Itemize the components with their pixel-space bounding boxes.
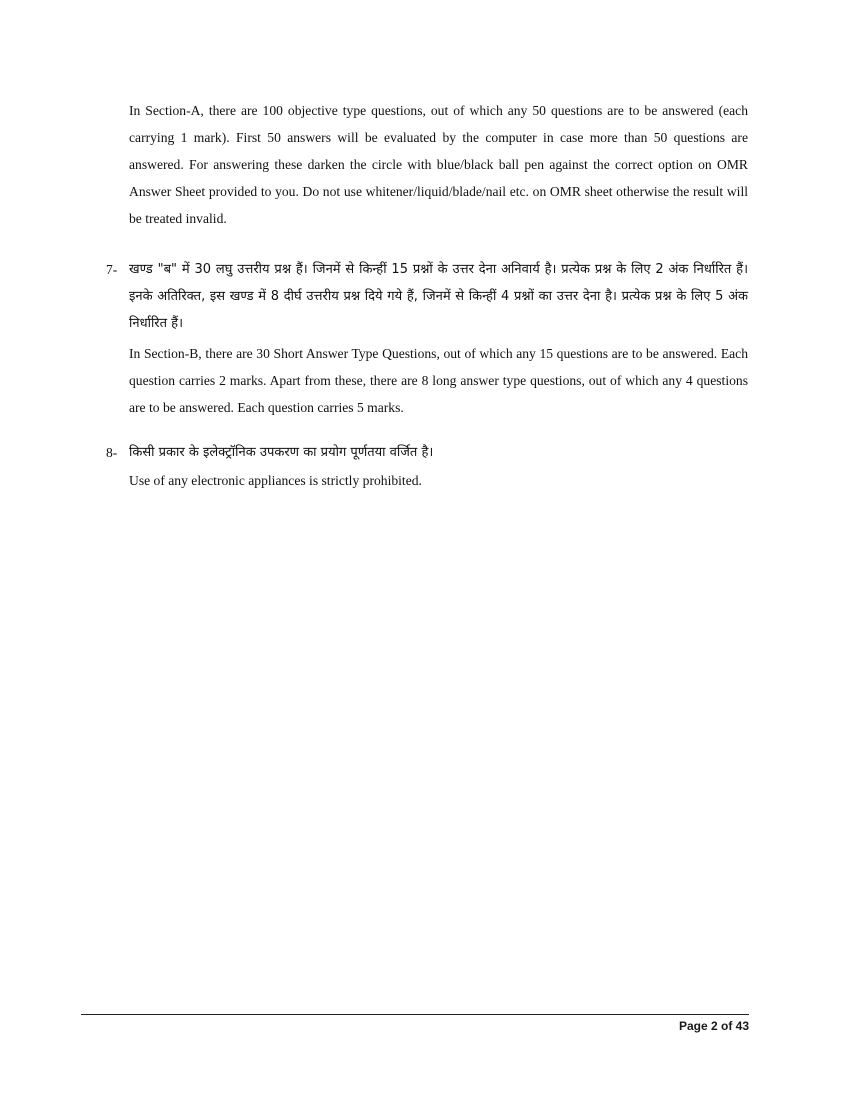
footer-divider bbox=[81, 1014, 749, 1015]
item-8-number: 8- bbox=[106, 445, 118, 460]
item-7-hindi-text: खण्ड "ब" में 30 लघु उत्तरीय प्रश्न हैं। जिनमें से किन्हीं 15 प्रश्नों के उत्तर देना अनिवार्य है। प्रत्येक प्रश्न के लिए 2 अंक निर्धारित हैं। इनके अतिरिक्त, इस खण्ड में 8 दीर्घ उत्तरीय प्रश्न दिये गये हैं, जिनमें से किन्हीं 4 प्रश्नों का उत्तर देना है। प्रत्येक प्रश्न के लिए 5 अंक निर्धारित हैं। bbox=[129, 262, 748, 331]
item-7-number: 7- bbox=[106, 262, 118, 277]
item-7-english-text: In Section-B, there are 30 Short Answer Type Questions, out of which any 15 questions are to be answered. Each question carries 2 marks. Apart from these, there are 8 long answer type questions, out of which any 4 questions are to be answered. Each question carries 5 marks. bbox=[129, 346, 748, 415]
section-a-english-text: In Section-A, there are 100 objective type questions, out of which any 50 questions are to be answered (each carrying 1 mark). First 50 answers will be evaluated by the computer in case more than 50 questions are answered. For answering these darken the circle with blue/black ball pen against the correct option on OMR Answer Sheet provided to you. Do not use whitener/liquid/blade/nail etc. on OMR sheet otherwise the result will be treated invalid. bbox=[129, 103, 748, 226]
item-8-hindi-text: किसी प्रकार के इलेक्ट्रॉनिक उपकरण का प्रयोग पूर्णतया वर्जित है। bbox=[129, 445, 434, 460]
page-number: Page 2 of 43 bbox=[678, 1019, 749, 1033]
item-8-english-text: Use of any electronic appliances is strictly prohibited. bbox=[129, 473, 422, 488]
